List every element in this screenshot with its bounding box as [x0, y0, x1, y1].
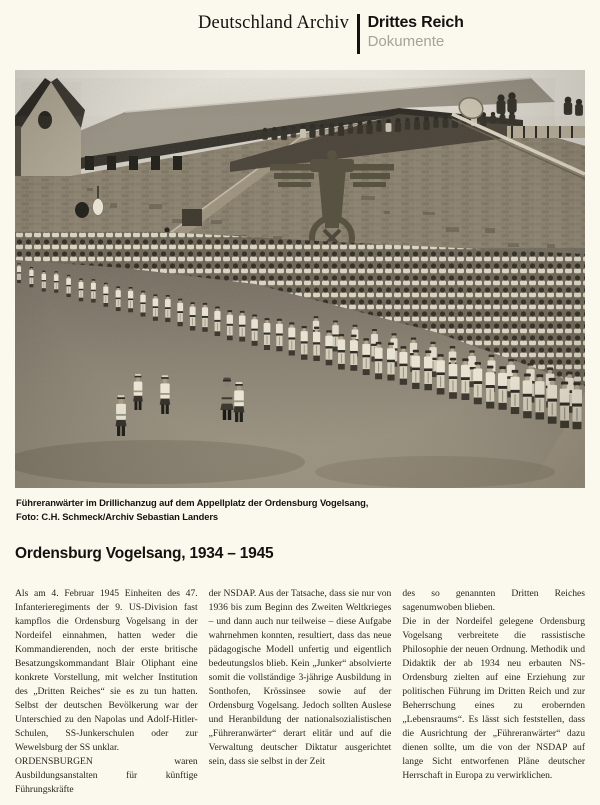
page-header: [198, 13, 464, 54]
header-divider: [357, 14, 360, 54]
photo-caption: [16, 496, 581, 523]
masthead-title: Deutschland Archiv: [198, 13, 350, 33]
header-section-block: [368, 13, 464, 50]
article-body: [15, 587, 585, 797]
vignette: [15, 70, 585, 488]
section-title: Drittes Reich: [367, 14, 464, 31]
caption-line1: Führeranwärter im Drillichanzug auf dem Appellplatz der Ordensburg Vogelsang,: [16, 497, 369, 508]
caption-credit: Foto: C.H. Schmeck/Archiv Sebastian Landers: [16, 510, 219, 522]
photograph: [15, 70, 585, 488]
text-column-2: der NSDAP. Aus der Tatsache, dass sie nur von 1936 bis zum Beginn des Zweiten Weltkrieges – und dann auch nur teilweise – diese Aufgabe wahrnehmen konnten, resultiert, dass das neue pädagogische Modell unfertig und eigentlich bedeutungslos blieb. Kein „Junker“ absolvierte somit die vollständige 3-jährige Ausbildung in Sonthofen, Krössinsee sowie auf der Ordensburg Vogelsang. Jedoch sollten Auslese und Heranbildung der nationalsozialistischen „Führeranwärter“ derart elitär und auf die Verwaltung deutscher Diktatur ausgerichtet sein, dass sie selbst in der Zeit: [208, 588, 392, 767]
text-column-1: Als am 4. Februar 1945 Einheiten des 47. Infanterieregiments der 9. US-Division fast kampflos die Ordensburg Vogelsang in der Nordeifel einnahmen, hatten weder die Kommandierenden, noch der erste britische Besatzungskommandant Blair Oliphant eine konkrete Vorstellung, mit welcher Institution des „Dritten Reiches“ sie es zu tun hatten. Selbst der deutschen Bevölkerung war der Unterschied zu den Napolas und Adolf-Hitler-Schulen, SS-Junkerschulen oder zur Wewelsburg der SS unklar. ORDENSBURGEN waren Ausbildungsanstalten für künftige Führungskräfte: [15, 588, 198, 795]
photo-image: [15, 70, 585, 488]
article-title: Ordensburg Vogelsang, 1934 – 1945: [15, 545, 274, 562]
text-column-3: des so genannten Dritten Reiches sagenumwoben blieben. Die in der Nordeifel gelegene Ordensburg Vogelsang verbreitete die rassistische Philosophie der neuen Ordnung. Methodik und Didaktik der ab 1934 neu erbauten NS-Ordensburg zielten auf eine Erziehung zur politischen Führung im Dritten Reich und zur Beherrschung eines zu erobernden „Lebensraums“. Es lässt sich feststellen, dass die Ausrichtung der „Führeranwärter“ dazu dienen sollte, um die von der NSDAP auf lange Sicht entworfenen Pläne deutscher Herrschaft in Europa zu verwirklichen.: [402, 588, 586, 781]
subsection-title: Dokumente: [367, 33, 445, 50]
